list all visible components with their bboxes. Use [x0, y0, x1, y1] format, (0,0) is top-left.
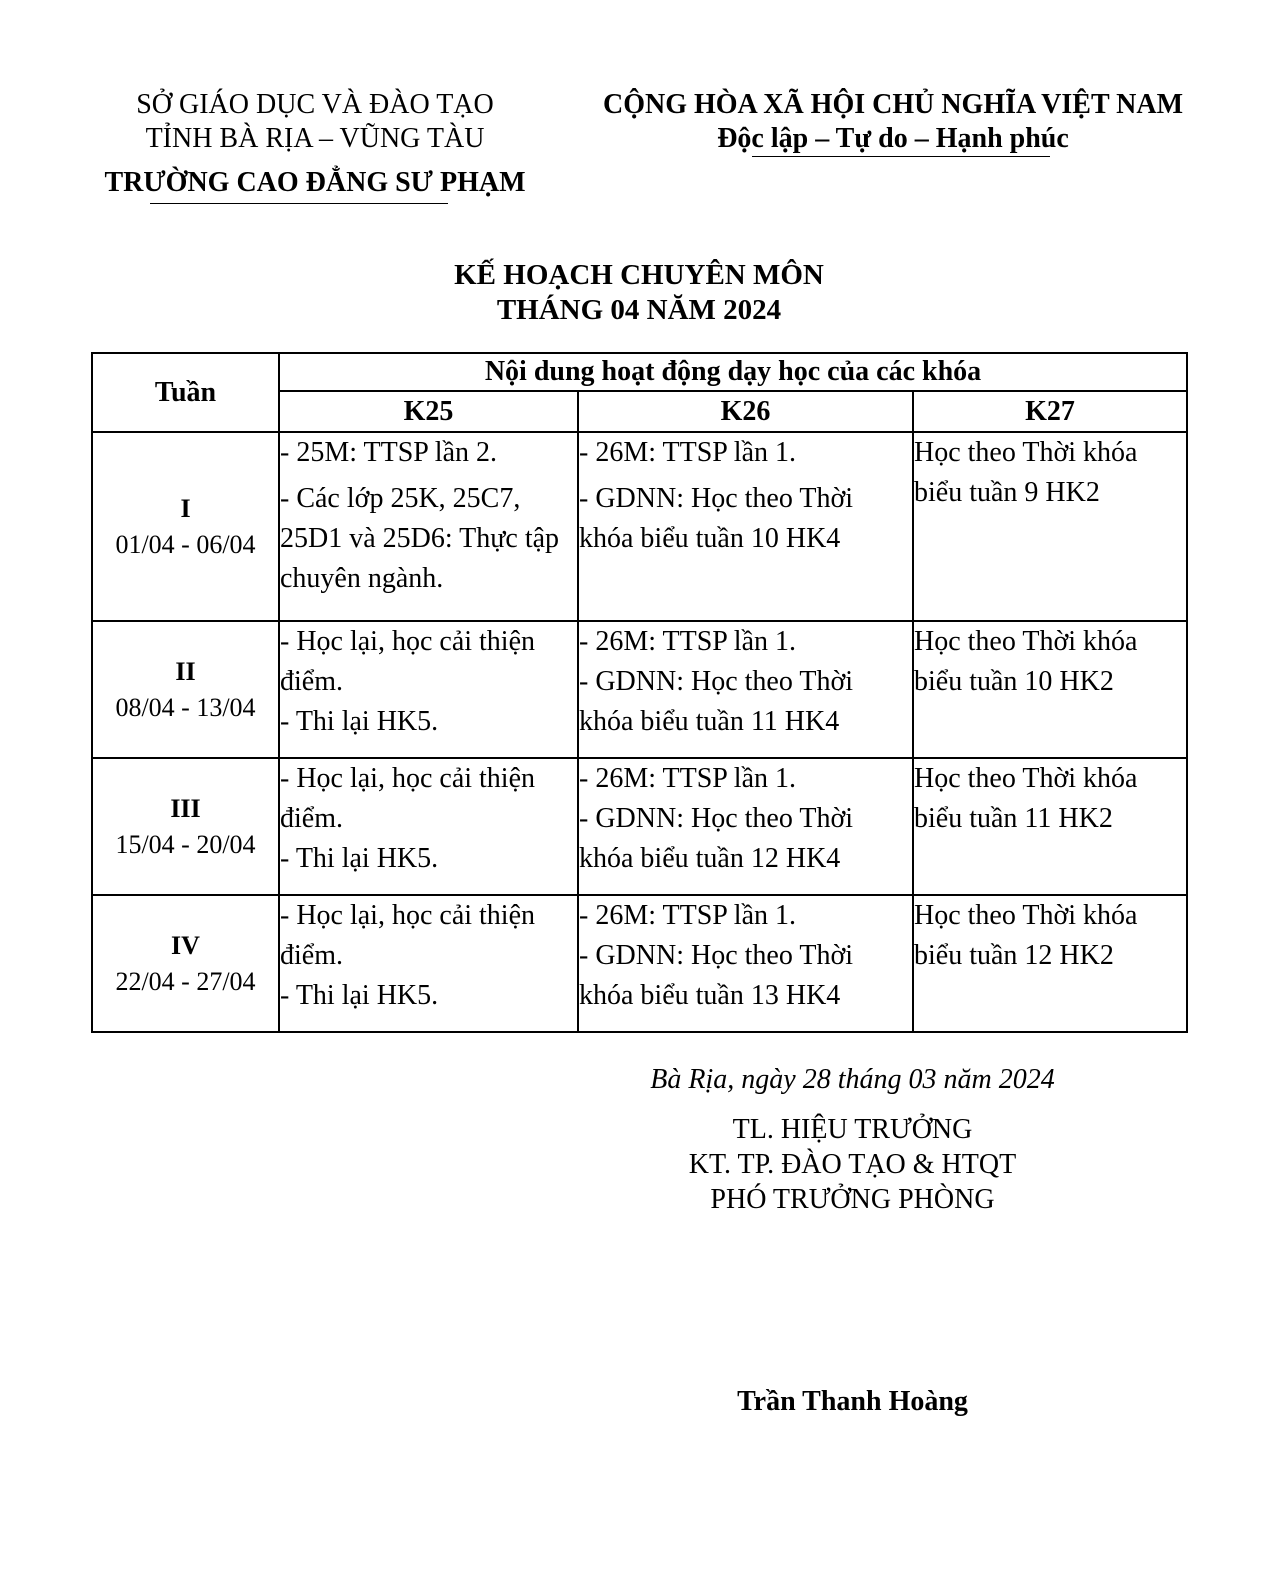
k26-cell [578, 621, 913, 758]
k26-cell [578, 432, 913, 621]
week-dates: 01/04 - 06/04 [115, 529, 256, 559]
list-item: - GDNN: Học theo Thời khóa biểu tuần 10 HK4 [579, 483, 854, 554]
list-item: - 26M: TTSP lần 1. [579, 626, 797, 657]
list-item: - GDNN: Học theo Thời khóa biểu tuần 11 HK4 [579, 666, 854, 737]
title-line-2: THÁNG 04 NĂM 2024 [496, 294, 782, 326]
list-item: - Thi lại HK5. [280, 706, 439, 737]
signatory-role-3: PHÓ TRƯỞNG PHÒNG [710, 1184, 995, 1215]
week-cell [92, 621, 279, 758]
document-title [0, 258, 1278, 328]
k25-cell [279, 621, 578, 758]
school-underline [150, 203, 448, 204]
week-column-header: Tuần [92, 353, 279, 432]
national-heading [588, 88, 1198, 156]
k27-cell: Học theo Thời khóa biểu tuần 11 HK2 [913, 758, 1187, 895]
plan-table [91, 352, 1188, 1033]
table-row [92, 895, 1187, 1032]
k26-cell [578, 895, 913, 1032]
table-row [92, 758, 1187, 895]
k27-cell: Học theo Thời khóa biểu tuần 10 HK2 [913, 621, 1187, 758]
signatory-name: Trần Thanh Hoàng [737, 1386, 968, 1417]
week-dates: 22/04 - 27/04 [115, 966, 256, 996]
signatory-role-1: TL. HIỆU TRƯỞNG [732, 1114, 973, 1145]
country-name: CỘNG HÒA XÃ HỘI CHỦ NGHĨA VIỆT NAM [602, 89, 1184, 120]
week-number: IV [171, 930, 200, 960]
week-cell [92, 432, 279, 621]
week-number: I [180, 493, 191, 523]
list-item: - 26M: TTSP lần 1. [579, 900, 797, 931]
week-number: III [170, 793, 201, 823]
course-group-header: Nội dung hoạt động dạy học của các khóa [279, 353, 1187, 391]
k25-cell [279, 758, 578, 895]
list-item: - Các lớp 25K, 25C7, 25D1 và 25D6: Thực tập chuyên ngành. [280, 483, 560, 594]
national-motto: Độc lập – Tự do – Hạnh phúc [717, 123, 1069, 154]
list-item: - Học lại, học cải thiện điểm. [280, 900, 536, 971]
k25-cell [279, 432, 578, 621]
k25-cell [279, 895, 578, 1032]
k25-column-header: K25 [279, 391, 578, 432]
week-cell [92, 758, 279, 895]
list-item: - Học lại, học cải thiện điểm. [280, 626, 536, 697]
signatory-title [560, 1112, 1145, 1217]
list-item: - GDNN: Học theo Thời khóa biểu tuần 12 HK4 [579, 803, 854, 874]
issuer-block [100, 88, 530, 200]
k26-column-header: K26 [578, 391, 913, 432]
list-item: - Học lại, học cải thiện điểm. [280, 763, 536, 834]
table-row [92, 621, 1187, 758]
table-row [92, 432, 1187, 621]
list-item: - Thi lại HK5. [280, 980, 439, 1011]
k27-cell: Học theo Thời khóa biểu tuần 9 HK2 [913, 432, 1187, 621]
province-name: TỈNH BÀ RỊA – VŨNG TÀU [145, 123, 485, 154]
week-dates: 15/04 - 20/04 [115, 829, 256, 859]
title-line-1: KẾ HOẠCH CHUYÊN MÔN [454, 259, 824, 291]
motto-underline [752, 156, 1050, 157]
department-name: SỞ GIÁO DỤC VÀ ĐÀO TẠO [136, 89, 494, 120]
table-header-row [92, 353, 1187, 391]
k27-cell: Học theo Thời khóa biểu tuần 12 HK2 [913, 895, 1187, 1032]
week-number: II [175, 656, 196, 686]
week-dates: 08/04 - 13/04 [115, 692, 256, 722]
school-name: TRƯỜNG CAO ĐẲNG SƯ PHẠM [104, 167, 526, 198]
list-item: - 26M: TTSP lần 1. [579, 763, 797, 794]
place-and-date: Bà Rịa, ngày 28 tháng 03 năm 2024 [650, 1064, 1055, 1095]
list-item: - 25M: TTSP lần 2. [280, 437, 498, 468]
list-item: - Thi lại HK5. [280, 843, 439, 874]
list-item: - 26M: TTSP lần 1. [579, 437, 797, 468]
list-item: - GDNN: Học theo Thời khóa biểu tuần 13 HK4 [579, 940, 854, 1011]
week-cell [92, 895, 279, 1032]
k27-column-header: K27 [913, 391, 1187, 432]
k26-cell [578, 758, 913, 895]
signatory-role-2: KT. TP. ĐÀO TẠO & HTQT [688, 1149, 1017, 1180]
